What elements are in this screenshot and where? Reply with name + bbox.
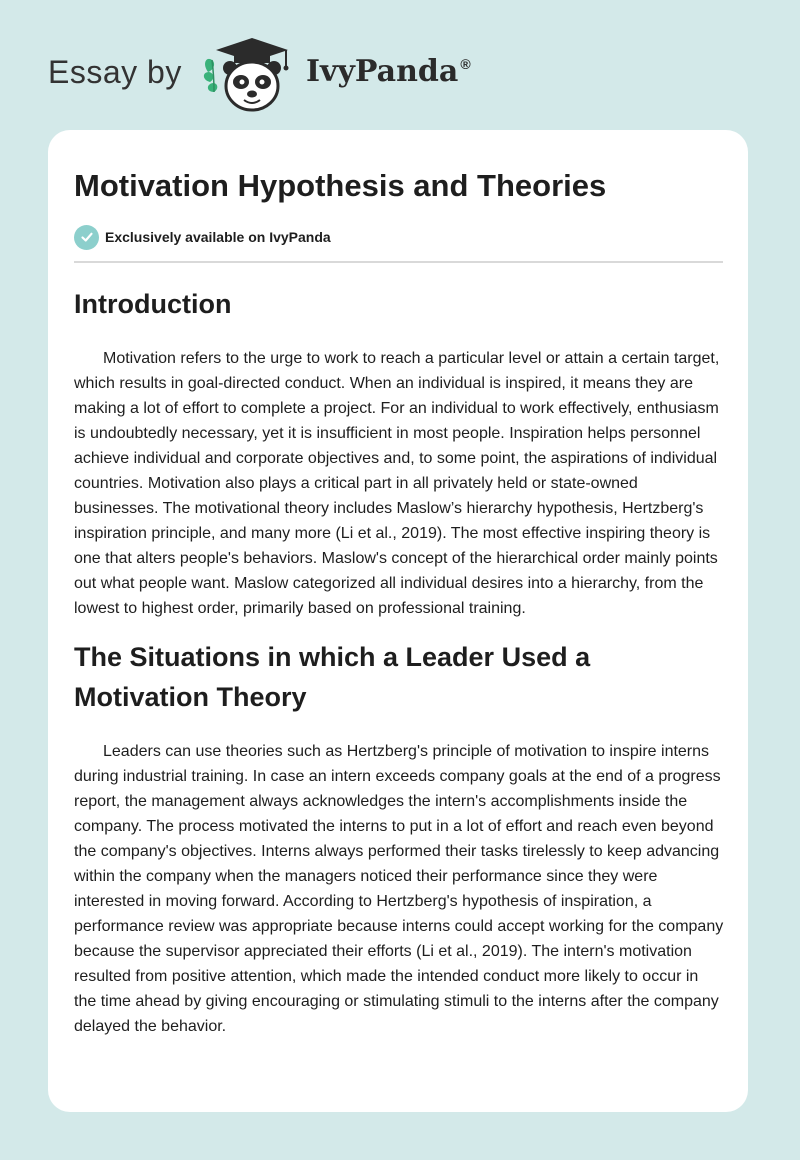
- section-heading-situations: The Situations in which a Leader Used a Motivation Theory: [74, 642, 591, 712]
- check-icon: [74, 225, 99, 250]
- section-paragraph-introduction: Motivation refers to the urge to work to reach a particular level or attain a certain target, which results in goal-directed conduct. When an individual is inspired, it means they are making a lot of effort to complete a project. For an individual to work effectively, enthusiasm is undoubtedly necessary, yet it is insufficient in most people. Inspiration helps personnel achieve individual and corporate objectives and, to some point, the aspirations of individual countries. Motivation also plays a critical part in all privately held or state-owned businesses. The motivational theory includes Maslow’s hierarchy hypothesis, Hertzberg's inspiration principle, and many more (Li et al., 2019). The most effective inspiring theory is one that alters people's behaviors. Maslow's concept of the hierarchical order mainly points out what people want. Maslow categorized all individual desires into a hierarchy, from the lowest to highest order, primarily based on professional training.: [74, 350, 720, 617]
- brand-name[interactable]: [306, 54, 471, 89]
- ivypanda-logo-icon[interactable]: [200, 34, 300, 114]
- divider: [74, 261, 723, 263]
- section-heading-introduction: Introduction: [74, 289, 232, 319]
- site-header: [48, 34, 548, 114]
- essay-by-label: Essay by: [48, 54, 182, 90]
- essay-card: [48, 130, 748, 1112]
- exclusive-badge: [74, 224, 722, 250]
- brand-label: IvyPanda: [306, 54, 459, 89]
- page-title: Motivation Hypothesis and Theories: [74, 168, 607, 203]
- registered-mark: ®: [460, 56, 471, 72]
- section-paragraph-situations: Leaders can use theories such as Hertzberg's principle of motivation to inspire interns during industrial training. In case an intern exceeds company goals at the end of a progress report, the management always acknowledges the intern's accomplishments inside the company. The process motivated the interns to put in a lot of effort and reach even beyond the company's objectives. Interns always performed their tasks tirelessly to keep advancing within the company when the managers noticed their performance since they were interested in moving forward. According to Hertzberg's hypothesis of inspiration, a performance review was appropriate because interns could accept working for the company because the supervisor appreciated their efforts (Li et al., 2019). The intern's motivation resulted from positive attention, which made the intended conduct more likely to occur in the time ahead by giving encouraging or stimulating stimuli to the interns after the company delayed the behavior.: [74, 743, 724, 1035]
- exclusive-label: Exclusively available on IvyPanda: [105, 229, 331, 245]
